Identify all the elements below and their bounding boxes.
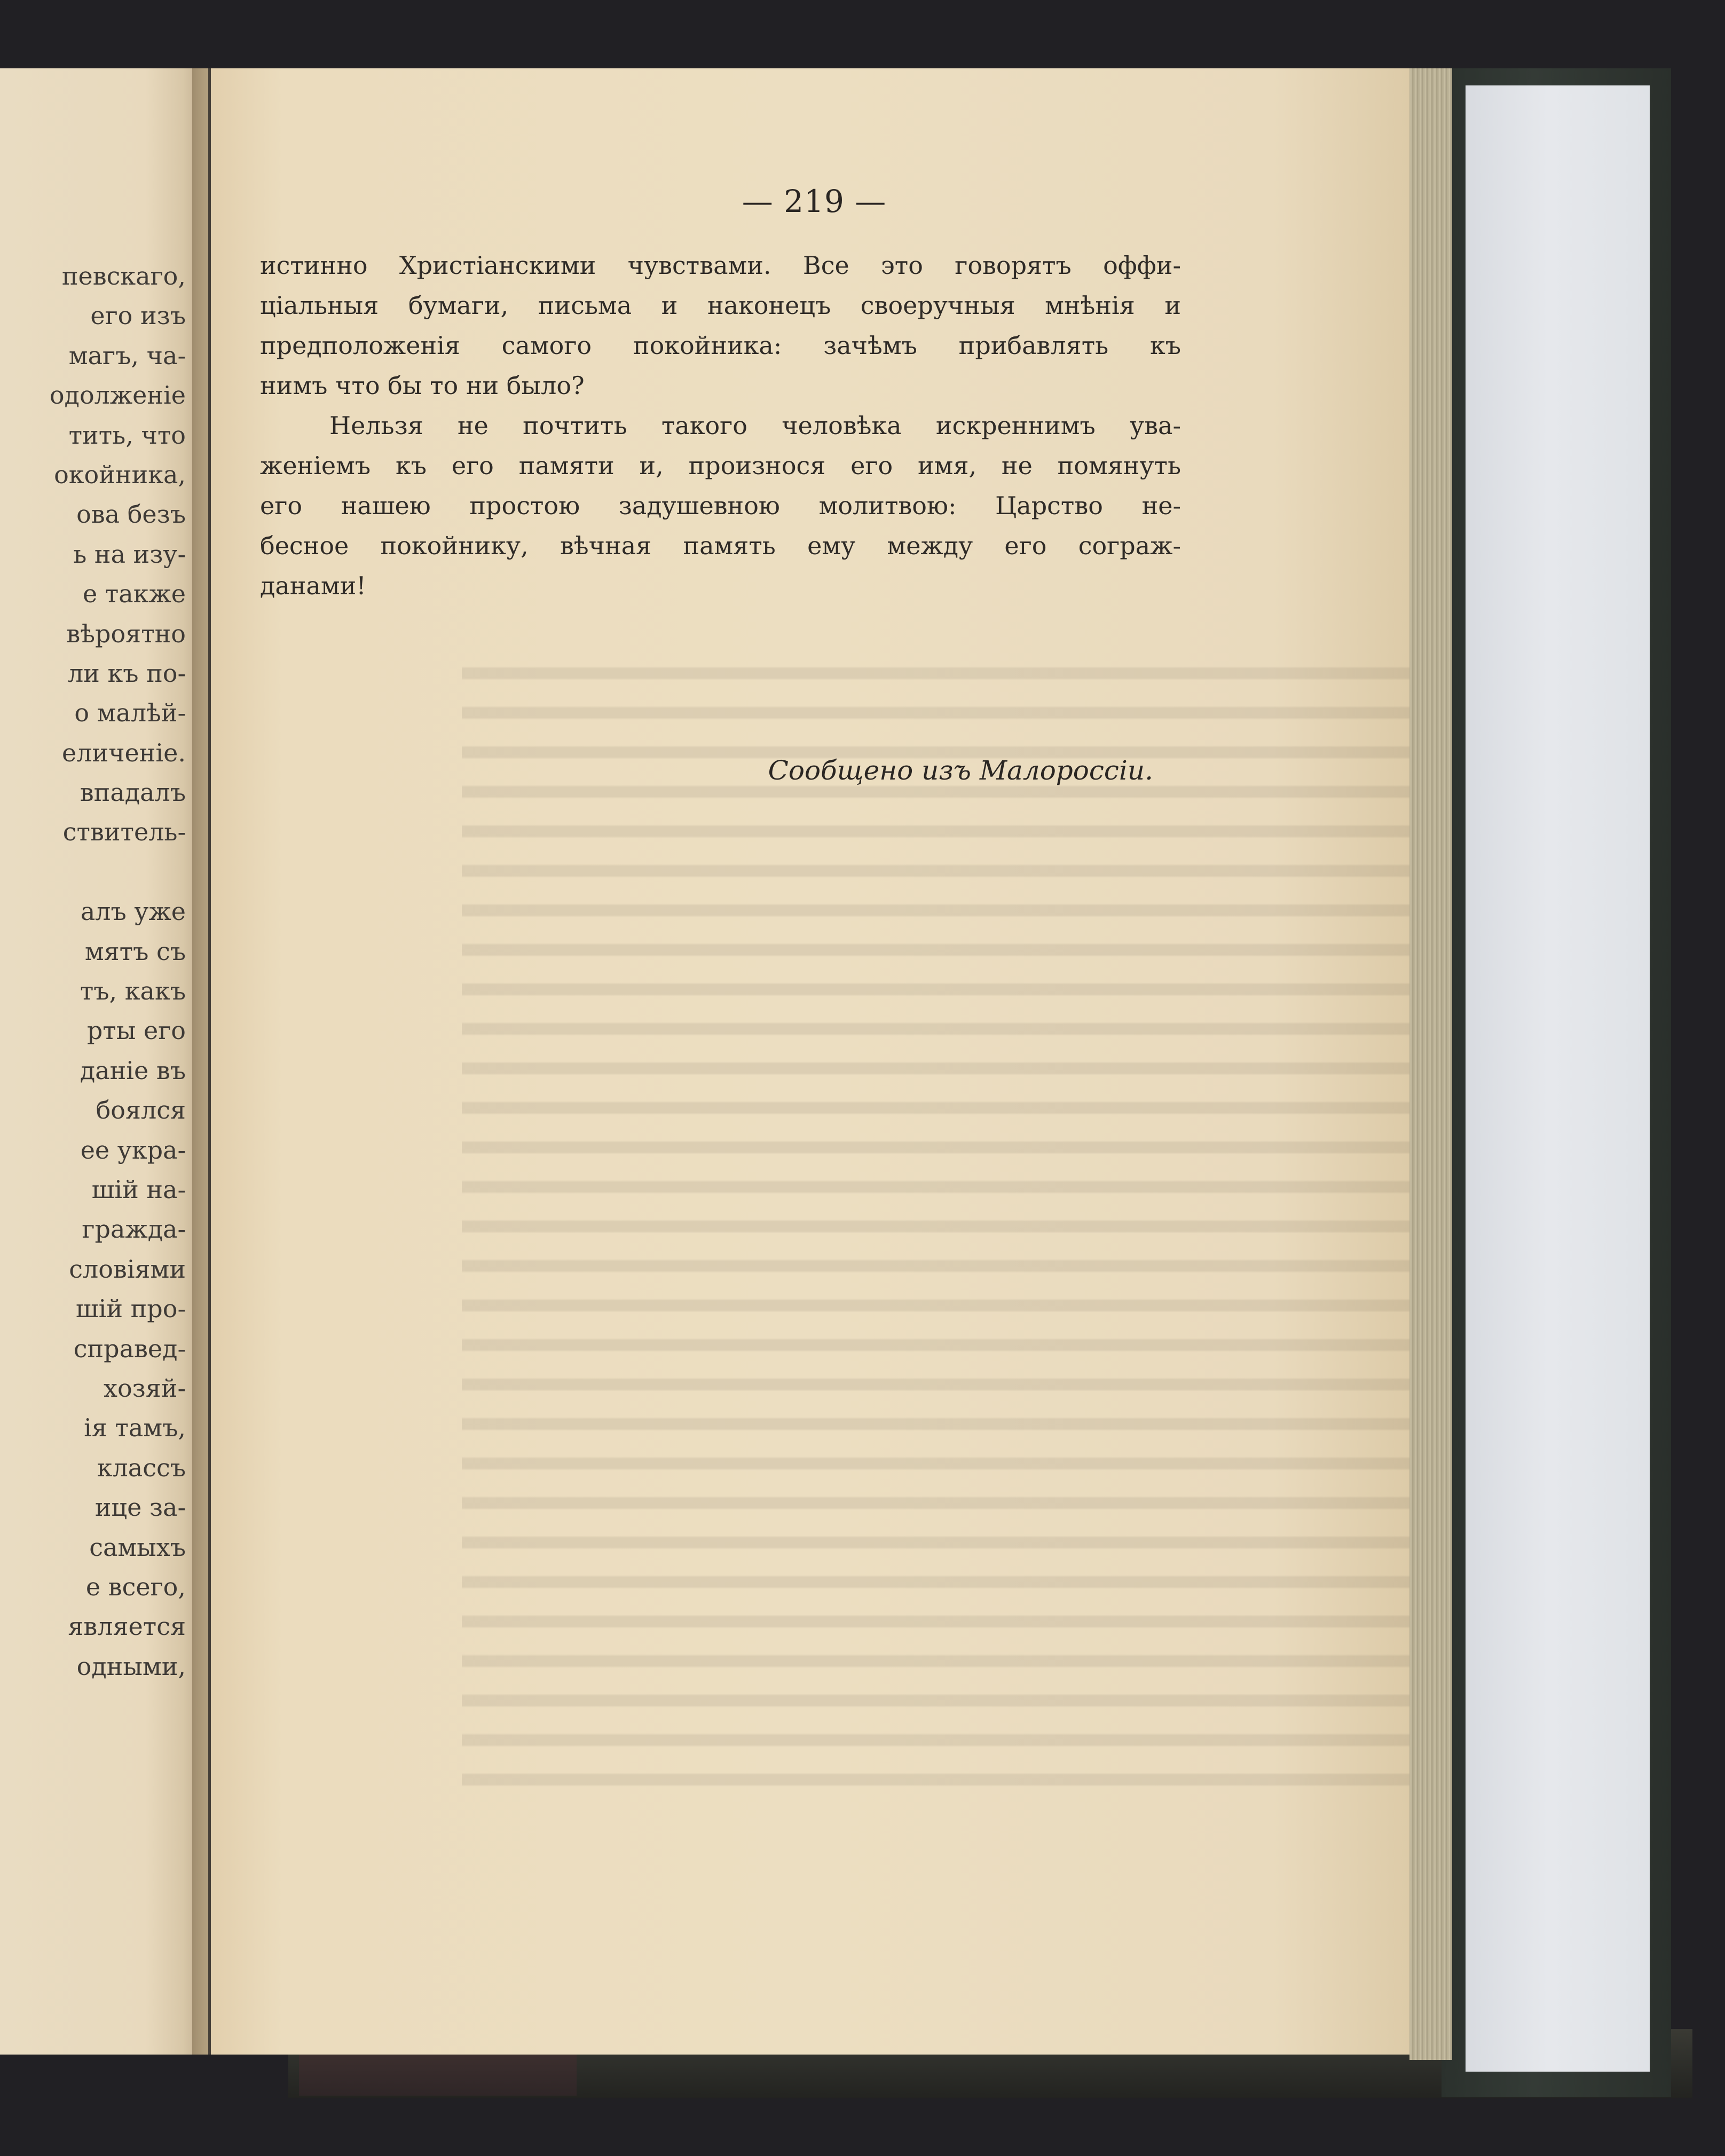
text-line: женіемъ къ его памяти и, произнося его имя, не помянуть — [260, 451, 1181, 480]
left-page-text-line: мятъ съ — [84, 937, 186, 966]
left-page-text-line: окойника, — [54, 460, 186, 489]
left-page-text-line: певскаго, — [61, 262, 186, 290]
left-page-text-line: ь на изу- — [73, 539, 186, 569]
text-line: нимъ что бы то ни было? — [260, 371, 585, 400]
text-line: ціальныя бумаги, письма и наконецъ своеручныя мнѣнія и — [260, 291, 1181, 320]
text-line: предположенія самого покойника: зачѣмъ прибавлять къ — [260, 331, 1181, 360]
left-page-text-line: ова безъ — [76, 500, 186, 529]
left-page-text-line: классъ — [97, 1453, 186, 1482]
left-page-text-line: вѣроятно — [66, 619, 186, 648]
body-text — [260, 246, 1181, 606]
white-endpaper — [1466, 85, 1650, 2072]
paragraph-1 — [260, 246, 1181, 406]
text-line: его нашею простою задушевною молитвою: Царство не- — [260, 491, 1181, 520]
show-through-text — [462, 645, 1412, 1793]
left-page-text-line: о малѣй- — [74, 698, 186, 728]
left-page-text-line: его изъ — [90, 301, 186, 331]
left-page-text-line: ице за- — [94, 1493, 186, 1522]
left-page-text-line: является — [68, 1612, 186, 1641]
left-page-text-line: ія тамъ, — [84, 1413, 186, 1443]
left-page-text-line: одолженіе — [49, 381, 186, 410]
left-page-text-line: самыхъ — [89, 1532, 186, 1562]
text-line: бесное покойнику, вѣчная память ему между его сограж- — [260, 531, 1181, 560]
left-page-text-line: ее укра- — [80, 1135, 186, 1164]
left-page-text-line: шій про- — [75, 1294, 186, 1324]
left-page-text-line: тъ, какъ — [80, 977, 186, 1006]
left-page-text-line: магъ, ча- — [68, 341, 186, 370]
left-page-text-line: справед- — [73, 1334, 186, 1363]
left-page-text-line: шій на- — [91, 1175, 186, 1204]
left-page-text-column — [4, 256, 186, 1686]
right-page — [211, 68, 1417, 2055]
page-block-edges — [1409, 68, 1452, 2060]
text-line: данами! — [260, 571, 366, 600]
left-page-text-line: даніе въ — [80, 1056, 186, 1085]
left-page-text-line: ствитель- — [62, 817, 186, 847]
left-page-text-line: еличеніе. — [62, 738, 186, 767]
left-page-text-line: гражда- — [82, 1215, 186, 1244]
left-page-text-line: тить, что — [68, 420, 186, 450]
left-page-text-line: впадалъ — [80, 778, 186, 807]
left-page-text-line: ли къ по- — [67, 658, 186, 688]
left-page-text-line: алъ уже — [80, 897, 186, 926]
left-page-text-line — [4, 852, 186, 892]
left-page-text-line: хозяй- — [104, 1373, 186, 1403]
left-page-text-line: боялся — [96, 1096, 186, 1125]
left-page-text-line: словіями — [69, 1254, 186, 1284]
text-line: Нельзя не почтить такого человѣка искреннимъ ува- — [329, 411, 1181, 440]
paragraph-2 — [260, 406, 1181, 606]
left-page-text-line: е всего, — [85, 1572, 186, 1601]
left-page-text-line: е также — [82, 579, 186, 609]
left-page-text-line: одными, — [76, 1651, 186, 1681]
left-page — [0, 68, 208, 2055]
page-number: — 219 — — [742, 183, 887, 219]
signature-attribution: Сообщено изъ Малороссіи. — [768, 755, 1153, 786]
left-page-text-line: рты его — [86, 1016, 186, 1045]
text-line: истинно Христіанскими чувствами. Все это говорятъ оффи- — [260, 251, 1181, 280]
